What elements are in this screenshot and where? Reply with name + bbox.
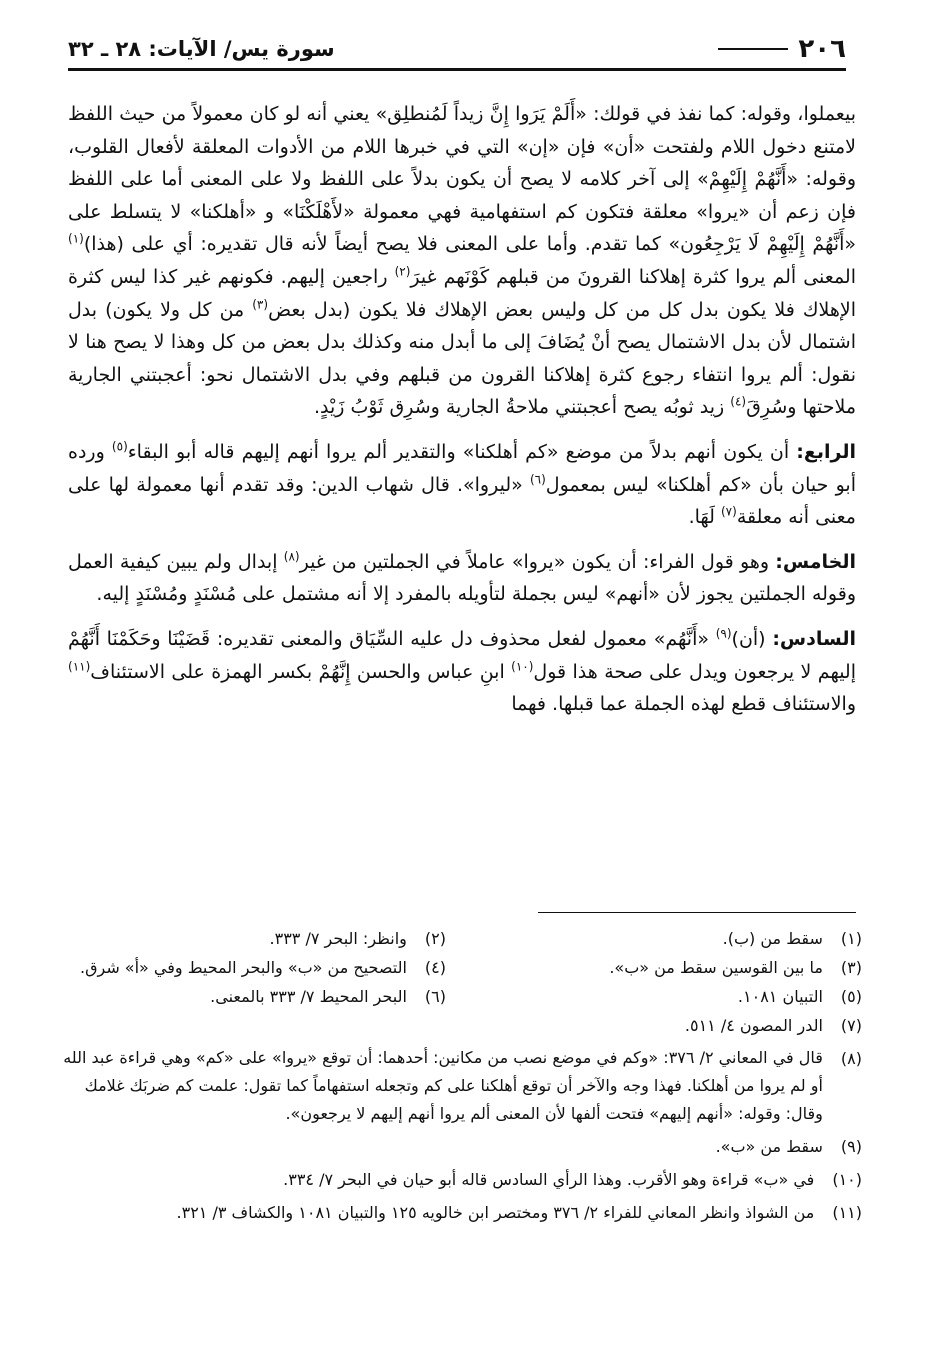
footnotes-grid	[60, 924, 862, 1011]
footnote-1	[476, 924, 862, 953]
footnote-text: التصحيح من «ب» والبحر المحيط وفي «أ» شرق.	[79, 958, 407, 977]
footnote-number: (١١)	[832, 1203, 862, 1222]
paragraph-1-text-a: بيعملوا، وقوله: كما نفذ في قولك: «أَلَمْ يَرَوا إِنَّ زيداً لَمُنطلِق» يعني أنه لو كان معمولاً من حيث اللفظ لامتنع دخول اللام ولفتحت «أن» فإن «إن» التي في خبرها اللام من الأدوات المعلقة لأفعال القلوب، وقوله: «أَنَّهُمْ إِلَيْهِمْ» إلى آخر كلامه لا يصح أن يكون بدلاً على اللفظ ولا على المعنى أما على اللفظ فإن زعم أن «يروا» معلقة فتكون كم استفهامية فهي معمولة «لأَهْلَكْنَا» و «أهلكنا» لا يتسلط على «أَنَّهُمْ إِلَيْهِمْ لَا يَرْجِعُون» كما تقدم. وأما على المعنى فلا يصح أيضاً لأنه قال تقديره: أي على (هذا)	[68, 103, 856, 256]
paragraph-rabi-text-d: لَهَا.	[688, 506, 721, 529]
footnote-9	[60, 1132, 862, 1161]
footnote-number: (٦)	[424, 987, 446, 1006]
paragraph-khamis-text-b: إبدال ولم يبين كيفية العمل وقوله الجملتين يجوز لأن «أنهم» ليس بجملة لتأويله بالمفرد إلا أنه مشتمل على مُسْنَدٍ ومُسْنَدٍ إليه.	[68, 550, 856, 606]
footnote-4	[60, 953, 446, 982]
footnote-text: سقط من «ب».	[715, 1137, 823, 1156]
paragraph-1-text-b: المعنى ألم يروا كثرة إهلاكنا القرونَ من قبلهم كَوْنَهم غيرَ	[410, 265, 857, 288]
paragraph-sadis-text-a: (أن)	[731, 627, 773, 650]
footnote-text: وانظر: البحر ٧/ ٣٣٣.	[269, 929, 407, 948]
footnote-number: (٢)	[424, 929, 446, 948]
footnotes	[60, 924, 862, 1227]
footnote-6	[60, 982, 446, 1011]
footnote-ref-11[interactable]: (١١)	[68, 659, 91, 674]
footnote-8	[60, 1044, 862, 1128]
footnote-text: الدر المصون ٤/ ٥١١.	[684, 1016, 823, 1035]
footnote-ref-4[interactable]: (٤)	[730, 395, 747, 410]
page-number: ٢٠٦	[798, 34, 846, 64]
paragraph-1-text-e: زيد ثوبُه يصح أعجبتني ملاحةُ الجارية وسُرِق ثَوْبُ زَيْدٍ.	[313, 396, 731, 419]
main-text	[68, 98, 856, 733]
paragraph-sadis	[68, 623, 856, 721]
footnote-3	[476, 953, 862, 982]
paragraph-1-text-d: من كل ولا يكون) بدل اشتمال لأن بدل الاشتمال يصح أنْ يُضَافَ إلى ما أبدل منه وكذلك بدل بعض من كل وهذا لا يصح هنا لا نقول: ألم يروا انتفاء رجوع كثرة إهلاكنا القرون من قبلهم وفي بدل الاشتمال نحو: أعجبتني الجارية ملاحتها وسُرِقَ	[68, 298, 856, 419]
paragraph-1-text-c: راجعين إليهم. فكونهم غير كذا ليس كثرة الإهلاك فلا يكون بدل كل من كل وليس بعض الإهلاك فلا يكون (بدل بعض	[68, 265, 856, 321]
footnote-ref-8[interactable]: (٨)	[283, 549, 300, 564]
paragraph-sadis-text-d: والاستئناف قطع لهذه الجملة عما قبلها. فهما	[511, 693, 856, 716]
footnote-11	[60, 1198, 862, 1227]
footnote-text: التبيان ١٠٨١.	[737, 987, 823, 1006]
footnote-ref-7[interactable]: (٧)	[720, 504, 737, 519]
footnote-text: في «ب» قراءة وهو الأقرب. وهذا الرأي السادس قاله أبو حيان في البحر ٧/ ٣٣٤.	[283, 1170, 815, 1189]
footnote-5	[476, 982, 862, 1011]
paragraph-rabi-text-a: أن يكون أنهم بدلاً من موضع «كم أهلكنا» والتقدير ألم يروا أنهم إليهم قاله أبو البقاء	[127, 440, 797, 463]
footnote-ref-3[interactable]: (٣)	[252, 297, 269, 312]
footnote-number: (٨)	[840, 1049, 862, 1068]
footnote-text: قال في المعاني ٢/ ٣٧٦: «وكم في موضع نصب من مكانين: أحدهما: أن توقع «يروا» على «كم» وهي قراءة عبد الله أو لم يروا من أهلكنا. فهذا وجه والآخر أن توقع أهلكنا على كم وتجعله استفهاماً كما تقول: علمت كم ضربَك غلامك وقال: وقوله: «أنهم إليهم» فتحت ألفها لأن المعنى ألم يروا أنهم إليهم لا يرجعون».	[63, 1048, 823, 1123]
footnote-ref-10[interactable]: (١٠)	[511, 659, 534, 674]
footnote-number: (٥)	[840, 987, 862, 1006]
footnote-text: من الشواذ وانظر المعاني للفراء ٢/ ٣٧٦ ومختصر ابن خالويه ١٢٥ والتبيان ١٠٨١ والكشاف ٣/ ٣٢١.	[176, 1203, 815, 1222]
footnote-2	[60, 924, 446, 953]
footnote-text: ما بين القوسين سقط من «ب».	[609, 958, 823, 977]
footnote-ref-2[interactable]: (٢)	[394, 264, 411, 279]
running-header	[68, 30, 846, 71]
footnote-ref-5[interactable]: (٥)	[111, 439, 128, 454]
header-page-group	[708, 34, 846, 64]
footnote-ref-9[interactable]: (٩)	[715, 626, 732, 641]
footnote-number: (٣)	[840, 958, 862, 977]
footnote-number: (٤)	[424, 958, 446, 977]
running-title: سورة يس/ الآيات: ٢٨ ـ ٣٢	[68, 37, 335, 61]
footnote-7	[60, 1011, 862, 1040]
paragraph-rabi	[68, 436, 856, 534]
paragraph-khamis-lead: الخامس:	[775, 550, 856, 573]
footnote-10	[60, 1165, 862, 1194]
paragraph-rabi-text-c: «ليروا». قال شهاب الدين: وقد تقدم أنها معمولة لها على معنى أنه معلقة	[68, 473, 856, 529]
footnote-separator	[538, 912, 856, 913]
paragraph-1	[68, 98, 856, 424]
paragraph-khamis	[68, 546, 856, 611]
footnote-text: البحر المحيط ٧/ ٣٣٣ بالمعنى.	[210, 987, 407, 1006]
footnote-ref-6[interactable]: (٦)	[529, 472, 546, 487]
footnote-number: (٩)	[840, 1137, 862, 1156]
paragraph-rabi-lead: الرابع:	[796, 440, 856, 463]
header-divider	[718, 48, 788, 50]
footnote-ref-1[interactable]: (١)	[68, 232, 84, 247]
footnote-text: سقط من (ب).	[722, 929, 823, 948]
footnote-number: (٧)	[840, 1016, 862, 1035]
paragraph-sadis-lead: السادس:	[772, 627, 856, 650]
paragraph-sadis-text-c: ابنِ عباس والحسن إِنَّهُمْ بكسر الهمزة على الاستئناف	[90, 660, 512, 683]
paragraph-sadis-text-b: «أَنَّهُم» معمول لفعل محذوف دل عليه السِّيَاق والمعنى تقديره: قَضَيْنَا وحَكَمْنَا أَنَّهُمْ إليهم لا يرجعون ويدل على صحة هذا قول	[68, 627, 857, 683]
paragraph-rabi-text-b: ورده أبو حيان بأن «كم أهلكنا» ليس بمعمول	[68, 440, 856, 496]
paragraph-khamis-text-a: وهو قول الفراء: أن يكون «يروا» عاملاً في الجملتين من غير	[299, 550, 776, 573]
footnote-number: (١٠)	[832, 1170, 862, 1189]
footnote-number: (١)	[840, 929, 862, 948]
